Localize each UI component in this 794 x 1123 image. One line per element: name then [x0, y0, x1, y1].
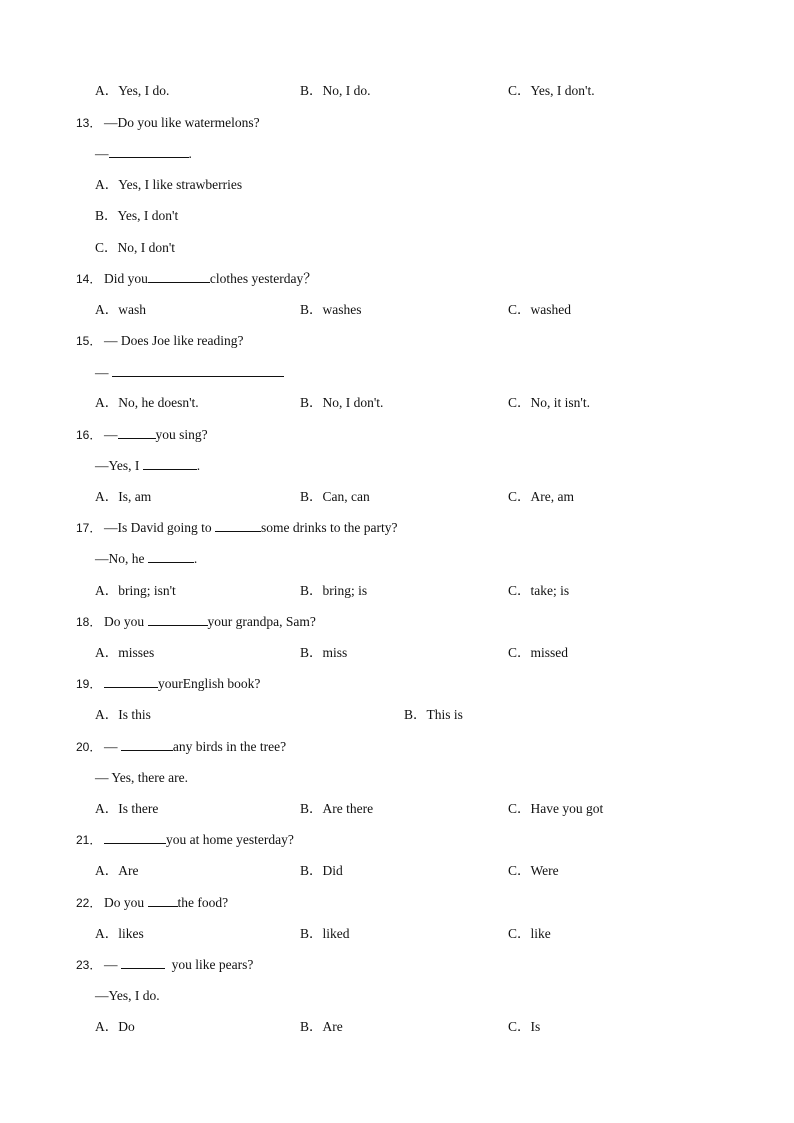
question-text: you at home yesterday? [104, 829, 294, 851]
answer-blank [112, 362, 284, 377]
answer-text: —Yes, I do. [95, 988, 160, 1003]
option-a: A．No, he doesn't. [95, 395, 199, 410]
answer-text: —Yes, I . [95, 455, 200, 477]
question-text: —Do you like watermelons? [104, 115, 260, 130]
option-b: B．No, I don't. [300, 395, 384, 410]
question-16 [0, 424, 794, 446]
answer-text: — Yes, there are. [95, 770, 188, 785]
question-text: yourEnglish book? [104, 673, 260, 695]
answer-blank-line: — . [95, 143, 192, 165]
question-text: — Does Joe like reading? [104, 333, 244, 348]
answer-blank [118, 424, 156, 439]
option-c: C．No, I don't [95, 240, 176, 255]
option-a: A．Is, am [95, 489, 152, 504]
answer-blank-line: — [95, 362, 284, 384]
option-b: B．bring; is [300, 583, 368, 598]
option-c: C．No, it isn't. [508, 395, 590, 410]
answer-blank [148, 611, 208, 626]
option-row [0, 205, 794, 227]
option-b: B．Yes, I don't [95, 208, 179, 223]
question-19 [0, 673, 794, 695]
option-row [0, 237, 794, 259]
question-number: 22． [76, 896, 102, 910]
option-c: C．missed [508, 645, 569, 660]
option-b: B．liked [300, 926, 350, 941]
answer-blank [143, 455, 197, 470]
answer-text: —No, he . [95, 548, 197, 570]
option-b: B．Did [300, 863, 343, 878]
answer-blank [104, 829, 166, 844]
question-text: —Is David going to some drinks to the party? [104, 517, 397, 539]
option-a: A．likes [95, 926, 144, 941]
question-14 [0, 268, 794, 290]
question-text: — you sing? [104, 424, 208, 446]
options-row [0, 580, 794, 602]
options-row [0, 1016, 794, 1038]
question-number: 13． [76, 116, 102, 130]
question-22 [0, 892, 794, 914]
option-row [0, 174, 794, 196]
option-c: C．like [508, 926, 551, 941]
options-row [0, 80, 794, 102]
question-number: 17． [76, 521, 102, 535]
question-text: — any birds in the tree? [104, 736, 286, 758]
options-row [0, 392, 794, 414]
answer-line [0, 143, 794, 165]
question-15 [0, 330, 794, 352]
option-b: B．washes [300, 302, 362, 317]
answer-blank [104, 673, 158, 688]
answer-blank [148, 548, 194, 563]
option-a: A．wash [95, 302, 146, 317]
question-20 [0, 736, 794, 758]
option-a: A．misses [95, 645, 155, 660]
question-text: Do you your grandpa, Sam? [104, 611, 316, 633]
option-c: C．Is [508, 1019, 541, 1034]
question-number: 15． [76, 334, 102, 348]
option-c: C．Yes, I don't. [508, 83, 595, 98]
question-text: — you like pears? [104, 954, 253, 976]
option-b: B．No, I do. [300, 83, 371, 98]
option-b: B．miss [300, 645, 348, 660]
answer-blank [148, 268, 210, 283]
option-b: B．Can, can [300, 489, 370, 504]
option-a: A．Yes, I do. [95, 83, 170, 98]
options-row [0, 486, 794, 508]
question-21 [0, 829, 794, 851]
answer-blank [121, 954, 165, 969]
option-c: C．take; is [508, 583, 570, 598]
question-number: 23． [76, 958, 102, 972]
answer-line [0, 548, 794, 570]
options-row [0, 860, 794, 882]
question-number: 20． [76, 740, 102, 754]
options-row [0, 923, 794, 945]
question-number: 21． [76, 833, 102, 847]
question-number: 18． [76, 615, 102, 629]
option-c: C．Are, am [508, 489, 574, 504]
option-c: C．Have you got [508, 801, 604, 816]
answer-line [0, 767, 794, 789]
option-a: A．Is this [95, 707, 151, 722]
question-text: Do you the food? [104, 892, 228, 914]
option-b: B．Are there [300, 801, 374, 816]
question-number: 16． [76, 428, 102, 442]
option-a: A．Are [95, 863, 139, 878]
question-number: 14． [76, 272, 102, 286]
question-23 [0, 954, 794, 976]
option-a: A．Yes, I like strawberries [95, 177, 243, 192]
options-row [0, 642, 794, 664]
option-c: C．washed [508, 302, 571, 317]
option-c: C．Were [508, 863, 559, 878]
answer-blank [109, 143, 189, 158]
options-row [0, 798, 794, 820]
option-b: B．This is [404, 707, 463, 722]
question-13 [0, 112, 794, 134]
options-row [0, 299, 794, 321]
answer-line [0, 362, 794, 384]
question-17 [0, 517, 794, 539]
question-18 [0, 611, 794, 633]
answer-blank [148, 892, 178, 907]
option-b: B．Are [300, 1019, 343, 1034]
answer-line [0, 985, 794, 1007]
answer-line [0, 455, 794, 477]
options-row [0, 704, 794, 726]
question-number: 19． [76, 677, 102, 691]
answer-blank [121, 736, 173, 751]
option-a: A．Is there [95, 801, 159, 816]
question-text: Did you clothes yesterday？ [104, 268, 317, 290]
answer-blank [215, 517, 261, 532]
option-a: A．Do [95, 1019, 135, 1034]
option-a: A．bring; isn't [95, 583, 176, 598]
